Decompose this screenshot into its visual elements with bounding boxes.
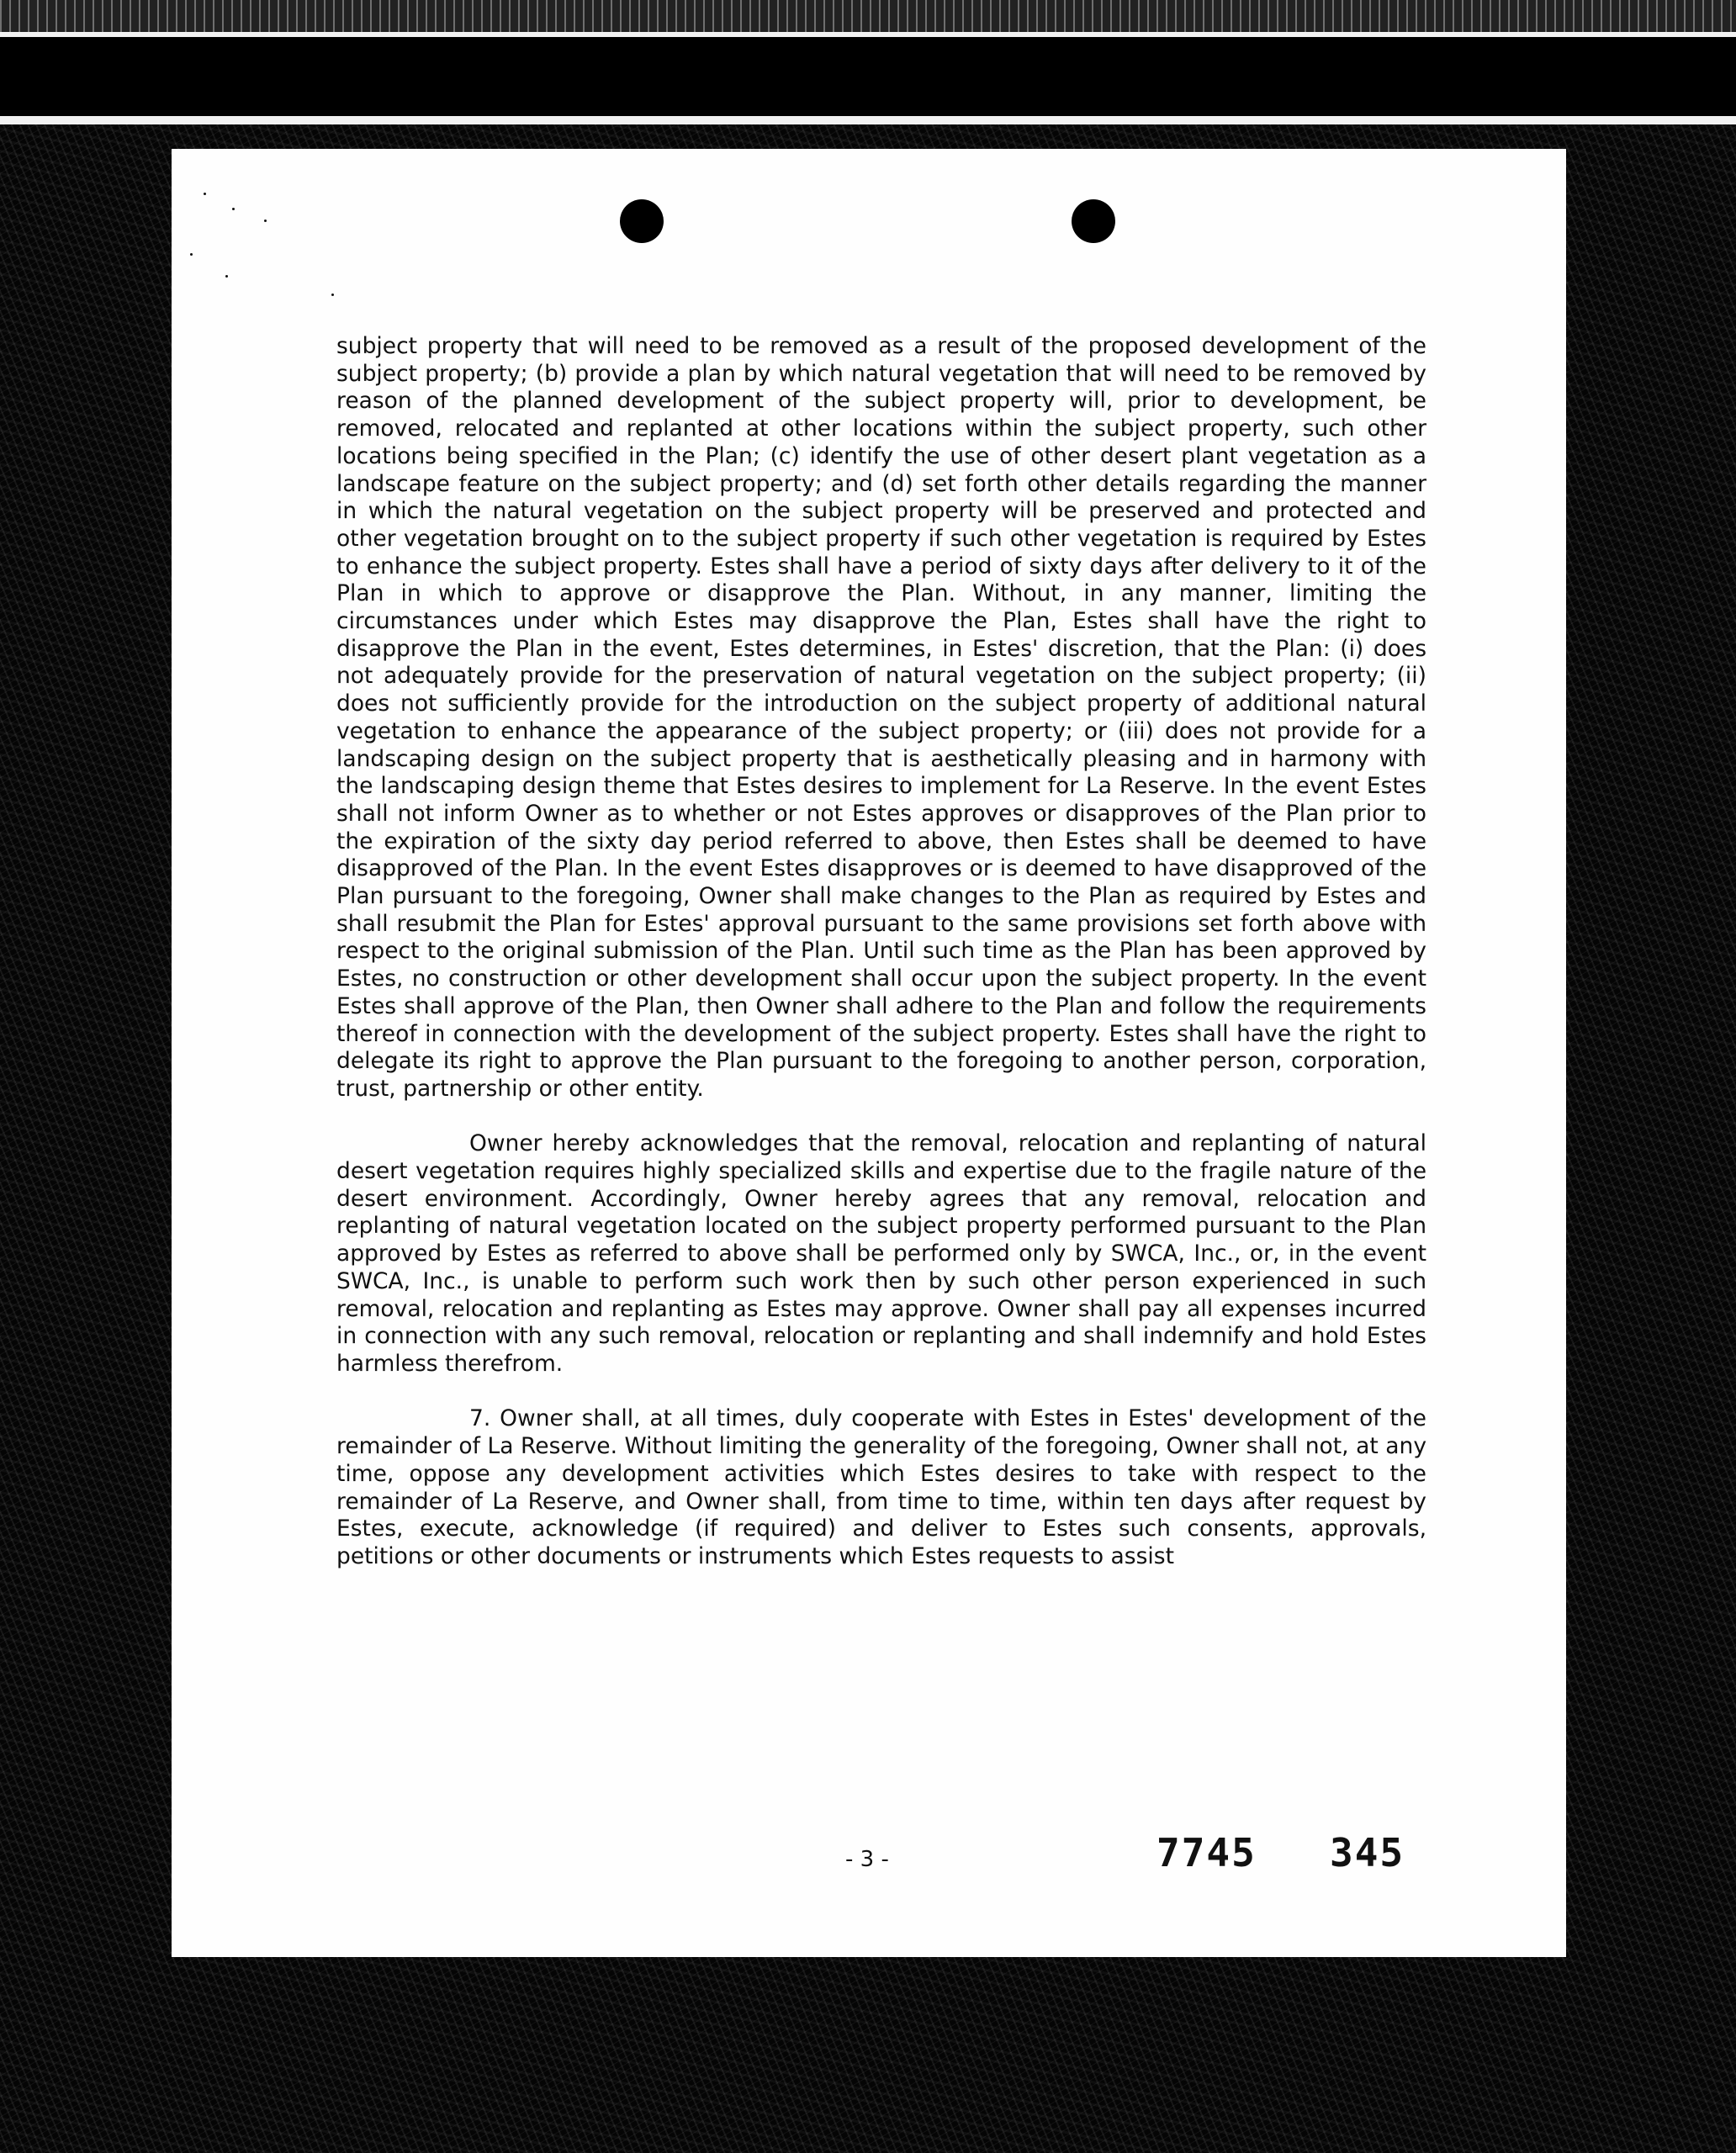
scan-speck: [204, 193, 206, 195]
scan-second-rule: [0, 116, 1736, 124]
scan-speck: [232, 208, 235, 210]
scan-top-band: [0, 37, 1736, 116]
document-body: [336, 333, 1426, 1571]
paragraph-continued: subject property that will need to be removed as a result of the proposed development of the subject property; (b) provide a plan by which natural vegetation that will need to be removed by reason of the planned development of the subject property will, prior to development, be removed, relocated and replanted at other locations within the subject property, such other locations being specified in the Plan; (c) identify the use of other desert plant vegetation as a landscape feature on the subject property; and (d) set forth other details regarding the manner in which the natural vegetation on the subject property will be preserved and protected and other vegetation brought on to the subject property if such other vegetation is required by Estes to enhance the subject property. Estes shall have a period of sixty days after delivery to it of the Plan in which to approve or disapprove the Plan. Without, in any manner, limiting the circumstances under which Estes may disapprove the Plan, Estes shall have the right to disapprove the Plan in the event, Estes determines, in Estes' discretion, that the Plan: (i) does not adequately provide for the preservation of natural vegetation on the subject property; (ii) does not sufficiently provide for the introduction on the subject property of additional natural vegetation to enhance the appearance of the subject property; or (iii) does not provide for a landscaping design on the subject property that is aesthetically pleasing and in harmony with the landscaping design theme that Estes desires to implement for La Reserve. In the event Estes shall not inform Owner as to whether or not Estes approves or disapproves of the Plan prior to the expiration of the sixty day period referred to above, then Estes shall be deemed to have disapproved of the Plan. In the event Estes disapproves or is deemed to have disapproved of the Plan pursuant to the foregoing, Owner shall make changes to the Plan as required by Estes and shall resubmit the Plan for Estes' approval pursuant to the same provisions set forth above with respect to the original submission of the Plan. Until such time as the Plan has been approved by Estes, no construction or other development shall occur upon the subject property. In the event Estes shall approve of the Plan, then Owner shall adhere to the Plan and follow the requirements thereof in connection with the development of the subject property. Estes shall have the right to delegate its right to approve the Plan pursuant to the foregoing to another person, corporation, trust, partnership or other entity.: [336, 333, 1426, 1102]
page-number: - 3 -: [845, 1847, 889, 1872]
recording-book-number: 7745: [1156, 1830, 1257, 1875]
paragraph-section-7: 7. Owner shall, at all times, duly cooperate with Estes in Estes' development of the remainder of La Reserve. Without limiting the generality of the foregoing, Owner shall not, at any time, oppose any development activities which Estes desires to take with respect to the remainder of La Reserve, and Owner shall, from time to time, within ten days after request by Estes, execute, acknowledge (if required) and deliver to Estes such consents, approvals, petitions or other documents or instruments which Estes requests to assist: [336, 1405, 1426, 1569]
scan-speck: [190, 253, 193, 256]
scan-speck: [225, 275, 228, 278]
scan-top-strip: [0, 0, 1736, 34]
scan-speck: [331, 294, 334, 296]
punch-hole-left: [620, 199, 664, 243]
paragraph-vegetation-expertise: Owner hereby acknowledges that the removal, relocation and replanting of natural desert vegetation requires highly specialized skills and expertise due to the fragile nature of the desert environment. Accordingly, Owner hereby agrees that any removal, relocation and replanting of natural vegetation located on the subject property performed pursuant to the Plan approved by Estes as referred to above shall be performed only by SWCA, Inc., or, in the event SWCA, Inc., is unable to perform such work then by such other person experienced in such removal, relocation and replanting as Estes may approve. Owner shall pay all expenses incurred in connection with any such removal, relocation or replanting and shall indemnify and hold Estes harmless therefrom.: [336, 1130, 1426, 1377]
recording-page-number: 345: [1330, 1830, 1405, 1875]
scan-speck: [264, 220, 267, 222]
punch-hole-right: [1072, 199, 1115, 243]
